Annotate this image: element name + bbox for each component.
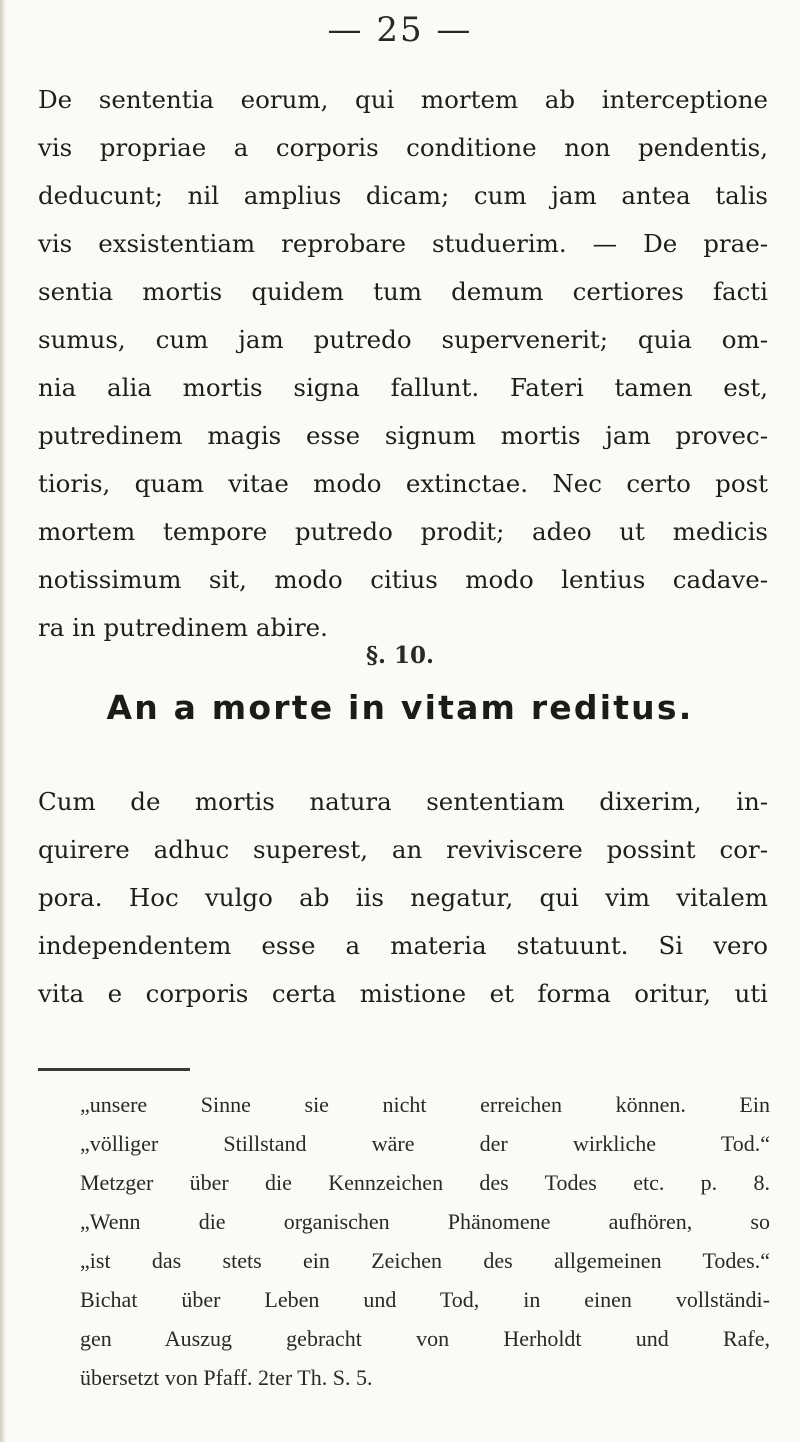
paragraph-2 <box>38 778 768 1018</box>
footnote-line: „völliger Stillstand wäre der wirkliche Tod.“ <box>80 1131 770 1156</box>
text-line: pora. Hoc vulgo ab iis negatur, qui vim vitalem <box>38 883 768 912</box>
text-line: independentem esse a materia statuunt. Si vero <box>38 931 768 960</box>
text-line: vita e corporis certa mistione et forma oritur, uti <box>38 979 768 1008</box>
text-line: vis propriae a corporis conditione non pendentis, <box>38 133 768 162</box>
paragraph-1 <box>38 76 768 652</box>
text-line: vis exsistentiam reprobare studuerim. — De prae- <box>38 229 768 258</box>
text-line: De sententia eorum, qui mortem ab interceptione <box>38 85 768 114</box>
text-line: putredinem magis esse signum mortis jam provec- <box>38 421 768 450</box>
footnote <box>80 1085 770 1397</box>
footnote-line: Bichat über Leben und Tod, in einen vollständi- <box>80 1287 770 1312</box>
text-line: quirere adhuc superest, an reviviscere possint cor- <box>38 835 768 864</box>
footnote-separator <box>38 1068 190 1071</box>
page-number: — 25 — <box>327 10 473 50</box>
text-line: nia alia mortis signa fallunt. Fateri tamen est, <box>38 373 768 402</box>
text-line: sumus, cum jam putredo supervenerit; quia om- <box>38 325 768 354</box>
footnote-line: „unsere Sinne sie nicht erreichen können. Ein <box>80 1092 770 1117</box>
footnote-line: „ist das stets ein Zeichen des allgemeinen Todes.“ <box>80 1248 770 1273</box>
section-heading: An a morte in vitam reditus. <box>106 688 694 727</box>
text-line: ra in putredinem abire. <box>38 613 328 642</box>
footnote-line: Metzger über die Kennzeichen des Todes etc. p. 8. <box>80 1170 770 1195</box>
footnote-line: „Wenn die organischen Phänomene aufhören, so <box>80 1209 770 1234</box>
footnote-line: gen Auszug gebracht von Herholdt und Rafe, <box>80 1326 770 1351</box>
section-number: §. 10. <box>365 642 435 669</box>
text-line: tioris, quam vitae modo extinctae. Nec certo post <box>38 469 768 498</box>
footnote-line: übersetzt von Pfaff. 2ter Th. S. 5. <box>80 1365 373 1390</box>
text-line: notissimum sit, modo citius modo lentius cadave- <box>38 565 768 594</box>
text-line: mortem tempore putredo prodit; adeo ut medicis <box>38 517 768 546</box>
text-line: deducunt; nil amplius dicam; cum jam antea talis <box>38 181 768 210</box>
text-line: sentia mortis quidem tum demum certiores facti <box>38 277 768 306</box>
text-line: Cum de mortis natura sententiam dixerim, in- <box>38 787 768 816</box>
